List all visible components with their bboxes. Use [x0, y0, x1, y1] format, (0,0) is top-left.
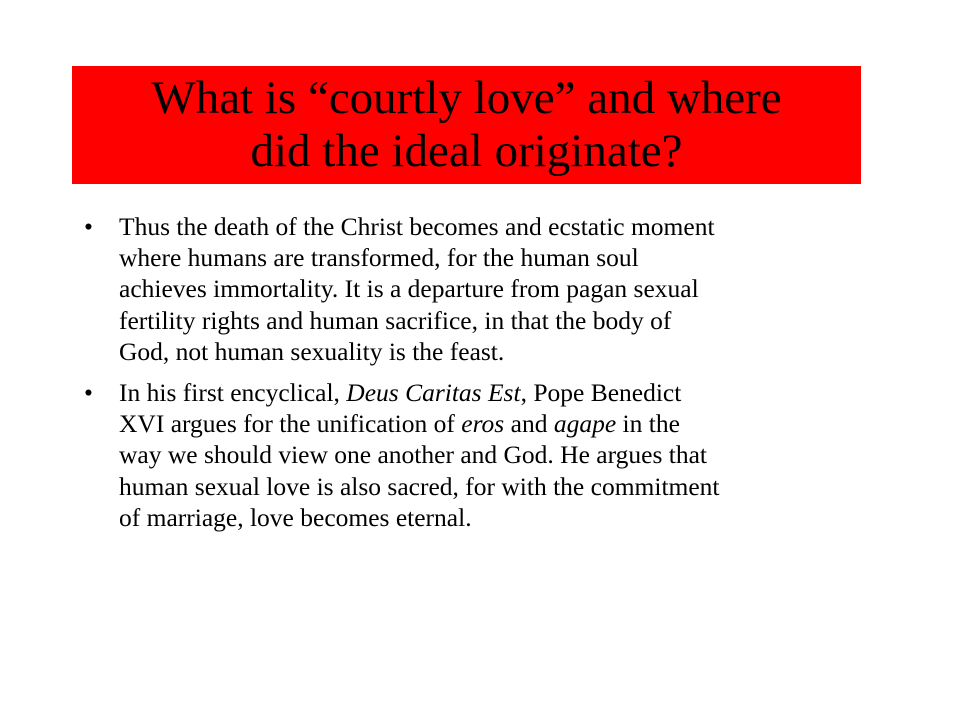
bullet-item-1: [84, 211, 884, 367]
bullet-2-line-4: human sexual love is also sacred, for with the commitment: [119, 471, 720, 501]
title-line-1: What is “courtly love” and where: [151, 72, 782, 125]
bullet-2-line-2-b: in the: [616, 409, 680, 439]
bullet-1-line-3: achieves immortality. It is a departure from pagan sexual: [119, 274, 699, 304]
bullet-2-line-1-b: , Pope Benedict: [520, 378, 682, 408]
bullet-2-line-3: way we should view one another and God. He argues that: [119, 440, 707, 470]
bullet-1-line-5: God, not human sexuality is the feast.: [119, 336, 505, 366]
bullet-2-line-2-a: XVI argues for the unification of: [119, 409, 462, 439]
bullet-1-line-2: where humans are transformed, for the human soul: [119, 243, 639, 273]
encyclical-title: Deus Caritas Est: [346, 378, 521, 408]
term-eros: eros: [461, 409, 505, 439]
bullet-2-line-5: of marriage, love becomes eternal.: [119, 502, 472, 532]
title-line-2: did the ideal originate?: [250, 125, 683, 177]
bullet-dot-icon: •: [84, 212, 93, 241]
bullet-list: [84, 211, 884, 543]
title-banner: [72, 66, 861, 184]
bullet-1-line-4: fertility rights and human sacrifice, in that the body of: [119, 305, 672, 335]
bullet-1-line-1: Thus the death of the Christ becomes and ecstatic moment: [119, 212, 715, 241]
slide-title: [151, 72, 781, 177]
bullet-2-line-2-and: and: [504, 409, 554, 439]
bullet-2-line-1-a: In his first encyclical,: [119, 378, 347, 408]
bullet-dot-icon: •: [84, 378, 93, 408]
bullet-item-2: [84, 377, 884, 533]
term-agape: agape: [553, 409, 617, 439]
